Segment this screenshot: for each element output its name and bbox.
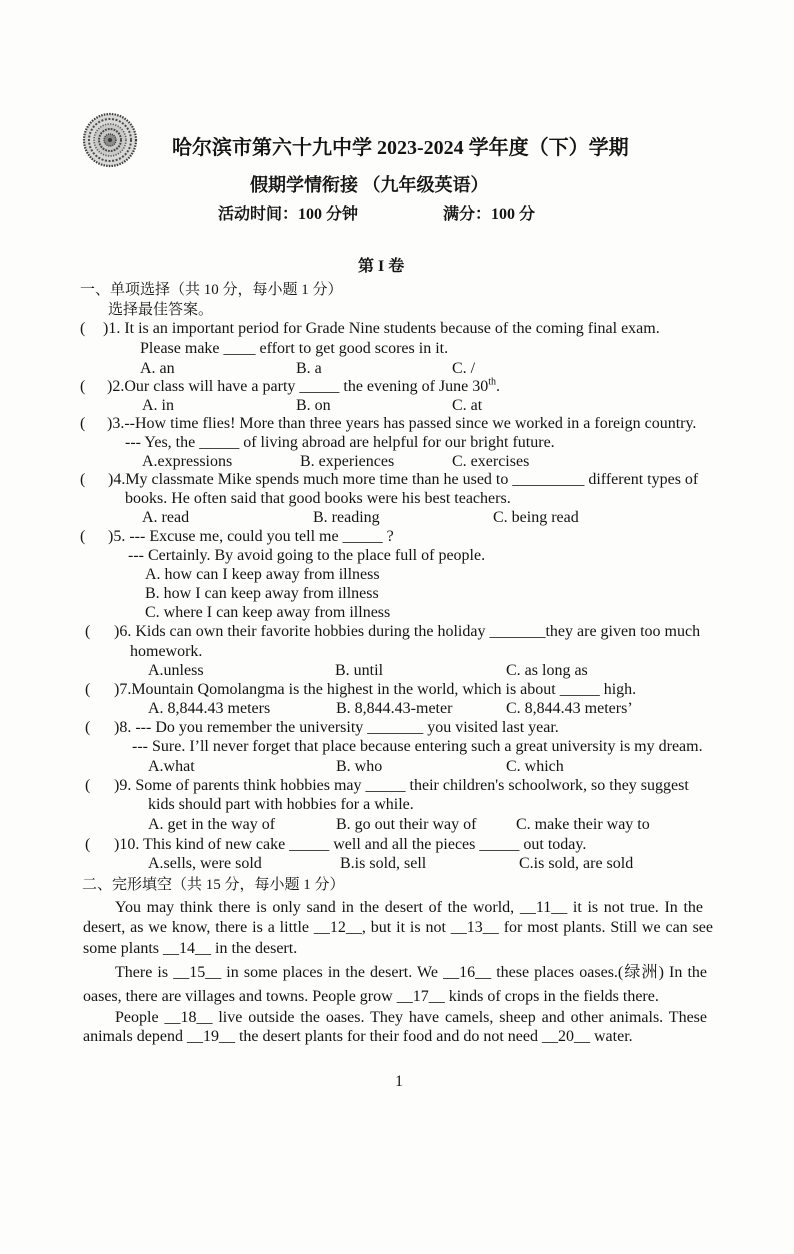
volume-title: 第 I 卷 xyxy=(358,258,405,275)
question-2-option-c: C. at xyxy=(452,397,483,414)
question-8-option-c: C. which xyxy=(506,758,564,775)
question-5-option-c: C. where I can keep away from illness xyxy=(145,604,391,621)
cloze-paragraph-2-line-1: There is __15__ in some places in the desert. We __16__ these places oases.(绿洲) In the xyxy=(115,964,707,981)
question-3-option-b: B. experiences xyxy=(300,453,395,470)
question-10-answer-bracket: ( xyxy=(85,836,91,853)
question-3-option-a: A.expressions xyxy=(142,453,233,470)
question-10-line-1: )10. This kind of new cake _____ well and all the pieces _____ out today. xyxy=(114,836,587,853)
question-4-option-b: B. reading xyxy=(313,509,380,526)
cloze-paragraph-1-line-1: You may think there is only sand in the desert of the world, __11__ it is not true. In the xyxy=(115,899,703,916)
question-1-answer-bracket: ( xyxy=(80,320,86,337)
question-4-line-1: )4.My classmate Mike spends much more time than he used to _________ different types of xyxy=(108,471,699,488)
question-6-option-b: B. until xyxy=(335,662,384,679)
question-2-line-1 xyxy=(107,378,500,396)
question-3-answer-bracket: ( xyxy=(80,415,86,432)
cloze-paragraph-1-line-3: some plants __14__ in the desert. xyxy=(83,940,298,957)
question-4-answer-bracket: ( xyxy=(80,471,86,488)
question-2-text: )2.Our class will have a party _____ the evening of June 30 xyxy=(107,378,489,395)
question-8-line-2: --- Sure. I’ll never forget that place because entering such a great university is my dream. xyxy=(132,738,703,755)
cloze-paragraph-1-line-2: desert, as we know, there is a little __12__, but it is not __13__ for most plants. Still we can see xyxy=(83,919,713,936)
question-1-option-a: A. an xyxy=(140,360,175,377)
exam-full-score: 满分：100 分 xyxy=(443,206,536,223)
question-8-line-1: )8. --- Do you remember the university _______ you visited last year. xyxy=(114,719,559,736)
question-1-line-2: Please make ____ effort to get good scores in it. xyxy=(140,340,449,357)
question-9-option-c: C. make their way to xyxy=(516,816,650,833)
question-7-line-1: )7.Mountain Qomolangma is the highest in the world, which is about _____ high. xyxy=(114,681,637,698)
question-6-line-2: homework. xyxy=(130,643,203,660)
question-8-answer-bracket: ( xyxy=(85,719,91,736)
question-2-option-b: B. on xyxy=(296,397,331,414)
part2-heading: 二、完形填空（共 15 分，每小题 1 分） xyxy=(82,877,345,893)
question-1-option-b: B. a xyxy=(296,360,322,377)
question-6-option-c: C. as long as xyxy=(506,662,588,679)
part1-heading: 一、单项选择（共 10 分，每小题 1 分） xyxy=(80,282,343,298)
question-10-option-b: B.is sold, sell xyxy=(340,855,427,872)
question-8-option-b: B. who xyxy=(336,758,383,775)
question-4-line-2: books. He often said that good books were his best teachers. xyxy=(125,490,511,507)
question-9-answer-bracket: ( xyxy=(85,777,91,794)
question-4-option-a: A. read xyxy=(142,509,190,526)
question-6-option-a: A.unless xyxy=(148,662,204,679)
question-10-option-a: A.sells, were sold xyxy=(148,855,262,872)
page-number: 1 xyxy=(395,1073,403,1090)
question-9-line-2: kids should part with hobbies for a while. xyxy=(148,796,414,813)
question-3-line-1: )3.--How time flies! More than three years has passed since we worked in a foreign country. xyxy=(107,415,697,432)
question-2-suffix: . xyxy=(496,378,501,395)
question-7-option-a: A. 8,844.43 meters xyxy=(148,700,271,717)
question-5-answer-bracket: ( xyxy=(80,528,86,545)
question-6-answer-bracket: ( xyxy=(85,623,91,640)
question-7-option-c: C. 8,844.43 meters’ xyxy=(506,700,633,717)
question-10-option-c: C.is sold, are sold xyxy=(519,855,634,872)
question-1-option-c: C. / xyxy=(452,360,476,377)
question-5-option-a: A. how can I keep away from illness xyxy=(145,566,380,583)
cloze-paragraph-3-line-1: People __18__ live outside the oases. They have camels, sheep and other animals. These xyxy=(115,1009,707,1026)
question-6-line-1: )6. Kids can own their favorite hobbies during the holiday _______they are given too much xyxy=(114,623,701,640)
school-title: 哈尔滨市第六十九中学 2023-2024 学年度（下）学期 xyxy=(172,137,629,159)
exam-subtitle: 假期学情衔接 （九年级英语） xyxy=(250,175,489,195)
question-9-option-a: A. get in the way of xyxy=(148,816,276,833)
question-1-line-1: )1. It is an important period for Grade Nine students because of the coming final exam. xyxy=(103,320,660,337)
question-5-option-b: B. how I can keep away from illness xyxy=(145,585,379,602)
part1-instruction: 选择最佳答案。 xyxy=(108,302,214,318)
question-5-line-2: --- Certainly. By avoid going to the place full of people. xyxy=(128,547,486,564)
cloze-paragraph-3-line-2: animals depend __19__ the desert plants for their food and do not need __20__ water. xyxy=(83,1028,633,1045)
question-3-line-2: --- Yes, the _____ of living abroad are helpful for our bright future. xyxy=(125,434,555,451)
question-4-option-c: C. being read xyxy=(493,509,579,526)
question-8-option-a: A.what xyxy=(148,758,195,775)
question-9-line-1: )9. Some of parents think hobbies may _____ their children's schoolwork, so they suggest xyxy=(114,777,689,794)
question-7-answer-bracket: ( xyxy=(85,681,91,698)
question-2-option-a: A. in xyxy=(142,397,174,414)
question-2-answer-bracket: ( xyxy=(80,378,86,395)
question-7-option-b: B. 8,844.43-meter xyxy=(336,700,453,717)
question-3-option-c: C. exercises xyxy=(452,453,530,470)
school-seal-logo xyxy=(82,112,138,168)
cloze-paragraph-2-line-2: oases, there are villages and towns. People grow __17__ kinds of crops in the fields there. xyxy=(83,988,659,1005)
exam-duration: 活动时间：100 分钟 xyxy=(218,206,359,223)
question-5-line-1: )5. --- Excuse me, could you tell me _____ ? xyxy=(108,528,394,545)
question-2-superscript: th xyxy=(488,376,497,388)
question-9-option-b: B. go out their way of xyxy=(336,816,477,833)
